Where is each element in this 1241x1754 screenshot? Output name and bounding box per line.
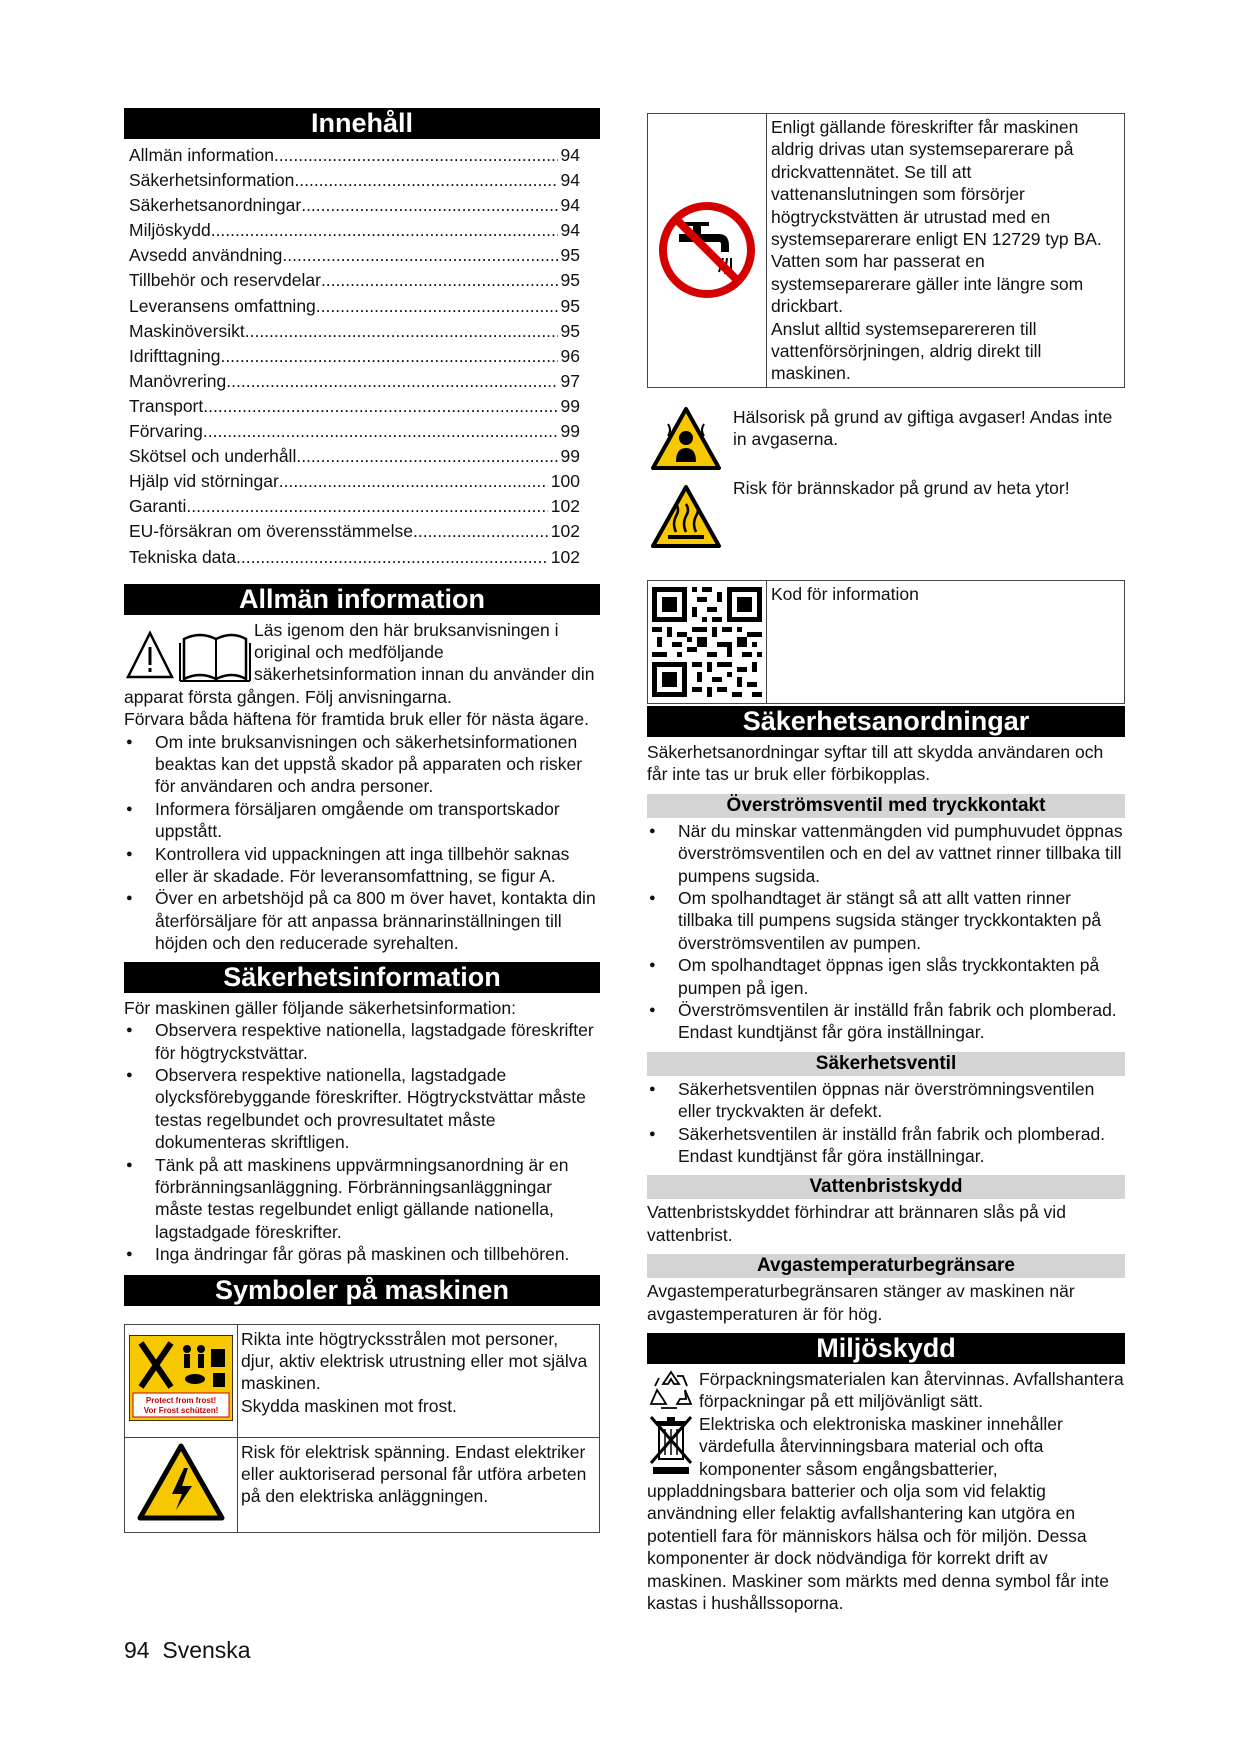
toc-leader bbox=[301, 193, 557, 218]
page-footer bbox=[124, 1637, 251, 1664]
toc-page: 95 bbox=[560, 245, 580, 266]
toc-page: 99 bbox=[560, 421, 580, 442]
list-item: ● Informera försäljaren omgående om transportskador uppstått. bbox=[124, 798, 600, 843]
toc-page: 95 bbox=[560, 295, 580, 316]
symbols-table bbox=[124, 1324, 600, 1533]
list-item: ● Om inte bruksanvisningen och säkerhetsinformationen beaktas kan det uppstå skador på apparaten och risker för användaren och andra personer. bbox=[124, 731, 600, 798]
toc-row bbox=[124, 218, 600, 243]
water-connect-text: Anslut alltid systemseparereren till vattenförsörjningen, aldrig direkt till maskinen. bbox=[771, 318, 1042, 384]
recycle-icon-wrap bbox=[647, 1368, 697, 1412]
qr-code-icon bbox=[652, 587, 762, 697]
toc-title: Förvaring bbox=[129, 421, 203, 442]
table-of-contents bbox=[124, 143, 600, 570]
water-supply-box bbox=[647, 113, 1125, 388]
toc-page: 102 bbox=[550, 521, 580, 542]
no-spray-text: Rikta inte högtrycksstrålen mot personer, djur, aktiv elektrisk utrustning eller mot själva maskinen. bbox=[241, 1328, 588, 1394]
list-item: ● Över en arbetshöjd på ca 800 m över havet, kontakta din återförsäljare för att anpassa brännarinställningen till höjden och den reducerade syrehalten. bbox=[124, 887, 600, 954]
toc-leader bbox=[321, 268, 558, 293]
toc-leader bbox=[203, 394, 557, 419]
environment-section bbox=[647, 1368, 1125, 1614]
toc-row bbox=[124, 243, 600, 268]
toc-leader bbox=[413, 519, 548, 544]
toc-title: Manövrering bbox=[129, 370, 227, 391]
valve-heading: Säkerhetsventil bbox=[647, 1052, 1125, 1076]
toc-row bbox=[124, 143, 600, 168]
toc-page: 99 bbox=[560, 446, 580, 467]
list-item: ● Om spolhandtaget öppnas igen slås tryckkontakten på pumpen på igen. bbox=[647, 954, 1125, 999]
crossed-bin-icon bbox=[647, 1413, 695, 1477]
toc-page: 95 bbox=[560, 270, 580, 291]
water-icon-cell bbox=[648, 114, 767, 387]
toc-row bbox=[124, 394, 600, 419]
toc-title: Tillbehör och reservdelar bbox=[129, 270, 321, 291]
no-drinking-water-icon bbox=[657, 200, 757, 300]
toc-row bbox=[124, 444, 600, 469]
toc-leader bbox=[211, 218, 558, 243]
symbol-icon-cell bbox=[125, 1437, 238, 1532]
devices-intro: Säkerhetsanordningar syftar till att skydda användaren och får inte tas ur bruk eller förbikopplas. bbox=[647, 741, 1104, 785]
toc-title: Idrifttagning bbox=[129, 345, 221, 366]
list-item: ● Säkerhetsventilen öppnas när överströmningsventilen eller tryckvakten är defekt. bbox=[647, 1078, 1125, 1123]
toc-row bbox=[124, 545, 600, 570]
burn-warning-text: Risk för brännskador på grund av heta ytor! bbox=[733, 477, 1070, 498]
toc-leader bbox=[236, 545, 548, 570]
toc-row bbox=[124, 319, 600, 344]
list-item: ● Observera respektive nationella, lagstadgade föreskrifter för högtryckstvättar. bbox=[124, 1019, 600, 1064]
shortage-text: Vattenbristskyddet förhindrar att brännaren slås på vid vattenbrist. bbox=[647, 1202, 1066, 1245]
symbol-row bbox=[125, 1437, 600, 1532]
page-number: 94 bbox=[124, 1637, 150, 1663]
qr-text: Kod för information bbox=[771, 583, 919, 604]
toc-page: 99 bbox=[560, 395, 580, 416]
general-section bbox=[124, 619, 600, 955]
water-regulation-text: Enligt gällande föreskrifter får maskinen aldrig drivas utan systemseparerare på drickvattennätet. Se till att vattenanslutningen som försörjer högtryckstvätten är utrustad med en systemseparerare enligt EN 12729 typ BA. Vatten som har passerat en systemseparerare gäller inte längre som drickbart. bbox=[771, 117, 1102, 317]
electric-hazard-icon bbox=[136, 1442, 226, 1522]
toc-leader bbox=[245, 319, 558, 344]
general-storage-note: Förvara båda häftena för framtida bruk eller för nästa ägare. bbox=[124, 709, 589, 730]
qr-icon-cell bbox=[648, 581, 767, 703]
toc-title: Allmän information bbox=[129, 145, 274, 165]
toc-title: Garanti bbox=[129, 496, 187, 517]
exhaust-heading: Avgastemperaturbegränsare bbox=[647, 1254, 1125, 1278]
toc-leader bbox=[186, 494, 547, 519]
toc-row bbox=[124, 419, 600, 444]
hot-surface-icon bbox=[650, 484, 722, 550]
toc-leader bbox=[279, 469, 548, 494]
safety-bullet-list bbox=[124, 1019, 600, 1265]
toc-page: 94 bbox=[560, 195, 580, 216]
toc-leader bbox=[282, 243, 557, 268]
general-intro: Läs igenom den här bruksanvisningen i original och medföljande säkerhetsinformation innan du använder din apparat första gången. Följ anvisningarna. bbox=[124, 619, 595, 707]
toc-row bbox=[124, 268, 600, 293]
frost-text: Skydda maskinen mot frost. bbox=[241, 1395, 457, 1416]
list-item: ● Överströmsventilen är inställd från fabrik och plomberad. Endast kundtjänst får göra inställningar. bbox=[647, 999, 1125, 1044]
general-bullet-list bbox=[124, 731, 600, 955]
toc-page: 102 bbox=[550, 496, 580, 517]
exhaust-text: Avgastemperaturbegränsaren stänger av maskinen när avgastemperaturen är för hög. bbox=[647, 1281, 1075, 1324]
toc-page: 94 bbox=[560, 145, 580, 165]
toc-page: 94 bbox=[560, 170, 580, 191]
toc-title: Hjälp vid störningar bbox=[129, 471, 279, 492]
hazard-warnings bbox=[647, 406, 1125, 556]
water-text-cell bbox=[767, 114, 1124, 387]
no-spray-frost-icon bbox=[129, 1335, 233, 1421]
toc-heading: Innehåll bbox=[124, 108, 600, 139]
weee-icon-wrap bbox=[647, 1413, 697, 1477]
toc-leader bbox=[226, 369, 557, 394]
toc-title: Maskinöversikt bbox=[129, 320, 245, 341]
list-item: ● Om spolhandtaget är stängt så att allt vatten rinner tillbaka till pumpens sugsida stänger tryckkontakten på överströmsventilen av pumpen. bbox=[647, 887, 1125, 954]
devices-heading: Säkerhetsanordningar bbox=[647, 706, 1125, 737]
toc-page: 96 bbox=[560, 345, 580, 366]
env-packaging-text: Förpackningsmaterialen kan återvinnas. Avfallshantera förpackningar på ett miljövänligt sätt. bbox=[699, 1369, 1124, 1412]
env-electronics-text: Elektriska och elektroniska maskiner innehåller värdefulla återvinningsbara material och ofta komponenter såsom engångsbatterier, uppladdningsbara batterier och olja som vid felaktig användning eller felaktig avfallshantering kan utgöra en potentiell fara för människors hälsa och för miljön. Dessa komponenter är dock nödvändiga för korrekt drift av maskinen. Maskiner som märkts med denna symbol får inte kastas i hushållssoporna. bbox=[647, 1413, 1109, 1614]
toc-row bbox=[124, 519, 600, 544]
recycle-icon bbox=[647, 1368, 695, 1412]
symbol-icon-cell bbox=[125, 1324, 238, 1437]
toc-row bbox=[124, 294, 600, 319]
toc-leader bbox=[220, 344, 557, 369]
toc-row bbox=[124, 469, 600, 494]
toc-title: Transport bbox=[129, 395, 204, 416]
toc-title: Leveransens omfattning bbox=[129, 295, 316, 316]
read-manual-icons bbox=[124, 625, 252, 685]
toc-page: 97 bbox=[560, 370, 580, 391]
symbols-heading: Symboler på maskinen bbox=[124, 1275, 600, 1306]
toc-leader bbox=[203, 419, 558, 444]
toc-title: EU-försäkran om överensstämmelse bbox=[129, 521, 413, 542]
symbol-row bbox=[125, 1324, 600, 1437]
toc-leader bbox=[274, 143, 558, 168]
frost-label-1: Protect from frost! bbox=[145, 1395, 217, 1405]
toc-title: Miljöskydd bbox=[129, 220, 211, 241]
list-item: ● När du minskar vattenmängden vid pumphuvudet öppnas överströmsventilen och en del av vattnet rinner tillbaka till pumpens sugsida. bbox=[647, 820, 1125, 887]
toxic-gas-icon bbox=[650, 406, 722, 472]
toc-row bbox=[124, 168, 600, 193]
general-heading: Allmän information bbox=[124, 584, 600, 615]
toc-title: Säkerhetsanordningar bbox=[129, 195, 302, 216]
toc-row bbox=[124, 369, 600, 394]
warning-book-icon bbox=[124, 625, 252, 685]
symbol-text-cell: Risk för elektrisk spänning. Endast elektriker eller auktoriserad personal får utföra arbeten på den elektriska anläggningen. bbox=[238, 1437, 600, 1532]
toc-leader bbox=[296, 444, 557, 469]
frost-label-2: Vor Frost schützen! bbox=[143, 1405, 219, 1415]
right-column bbox=[647, 113, 1125, 1614]
toc-page: 94 bbox=[560, 220, 580, 241]
overflow-heading: Överströmsventil med tryckkontakt bbox=[647, 794, 1125, 818]
list-item: ● Observera respektive nationella, lagstadgade olycksförebyggande föreskrifter. Högtryckstvättar måste testas regelbundet och provresultatet måste dokumenteras skriftligen. bbox=[124, 1064, 600, 1154]
symbol-text-cell bbox=[238, 1324, 600, 1437]
toc-leader bbox=[294, 168, 557, 193]
toc-title: Skötsel och underhåll bbox=[129, 446, 297, 467]
toc-row bbox=[124, 494, 600, 519]
environment-heading: Miljöskydd bbox=[647, 1333, 1125, 1364]
list-item: ● Säkerhetsventilen är inställd från fabrik och plomberad. Endast kundtjänst får göra inställningar. bbox=[647, 1123, 1125, 1168]
safety-heading: Säkerhetsinformation bbox=[124, 962, 600, 993]
toc-title: Tekniska data bbox=[129, 546, 237, 567]
toc-row bbox=[124, 344, 600, 369]
footer-language: Svenska bbox=[162, 1637, 251, 1663]
toc-page: 100 bbox=[550, 471, 580, 492]
left-column bbox=[124, 108, 600, 1533]
toc-page: 95 bbox=[560, 320, 580, 341]
toc-leader bbox=[316, 294, 558, 319]
safety-intro: För maskinen gäller följande säkerhetsinformation: bbox=[124, 997, 516, 1018]
shortage-heading: Vattenbristskydd bbox=[647, 1175, 1125, 1199]
qr-box bbox=[647, 580, 1125, 704]
list-item: ● Tänk på att maskinens uppvärmningsanordning är en förbränningsanläggning. Förbränningsanläggningar måste testas regelbundet enligt gällande nationella, lagstadgade föreskrifter. bbox=[124, 1154, 600, 1244]
valve-bullet-list bbox=[647, 1078, 1125, 1168]
overflow-bullet-list bbox=[647, 820, 1125, 1044]
gas-warning-text: Hälsorisk på grund av giftiga avgaser! Andas inte in avgaserna. bbox=[733, 406, 1113, 450]
toc-title: Säkerhetsinformation bbox=[129, 170, 295, 191]
list-item: ● Inga ändringar får göras på maskinen och tillbehören. bbox=[124, 1243, 600, 1265]
toc-page: 102 bbox=[550, 546, 580, 567]
toc-row bbox=[124, 193, 600, 218]
toc-title: Avsedd användning bbox=[129, 245, 283, 266]
list-item: ● Kontrollera vid uppackningen att inga tillbehör saknas eller är skadade. För leveransomfattning, se figur A. bbox=[124, 843, 600, 888]
